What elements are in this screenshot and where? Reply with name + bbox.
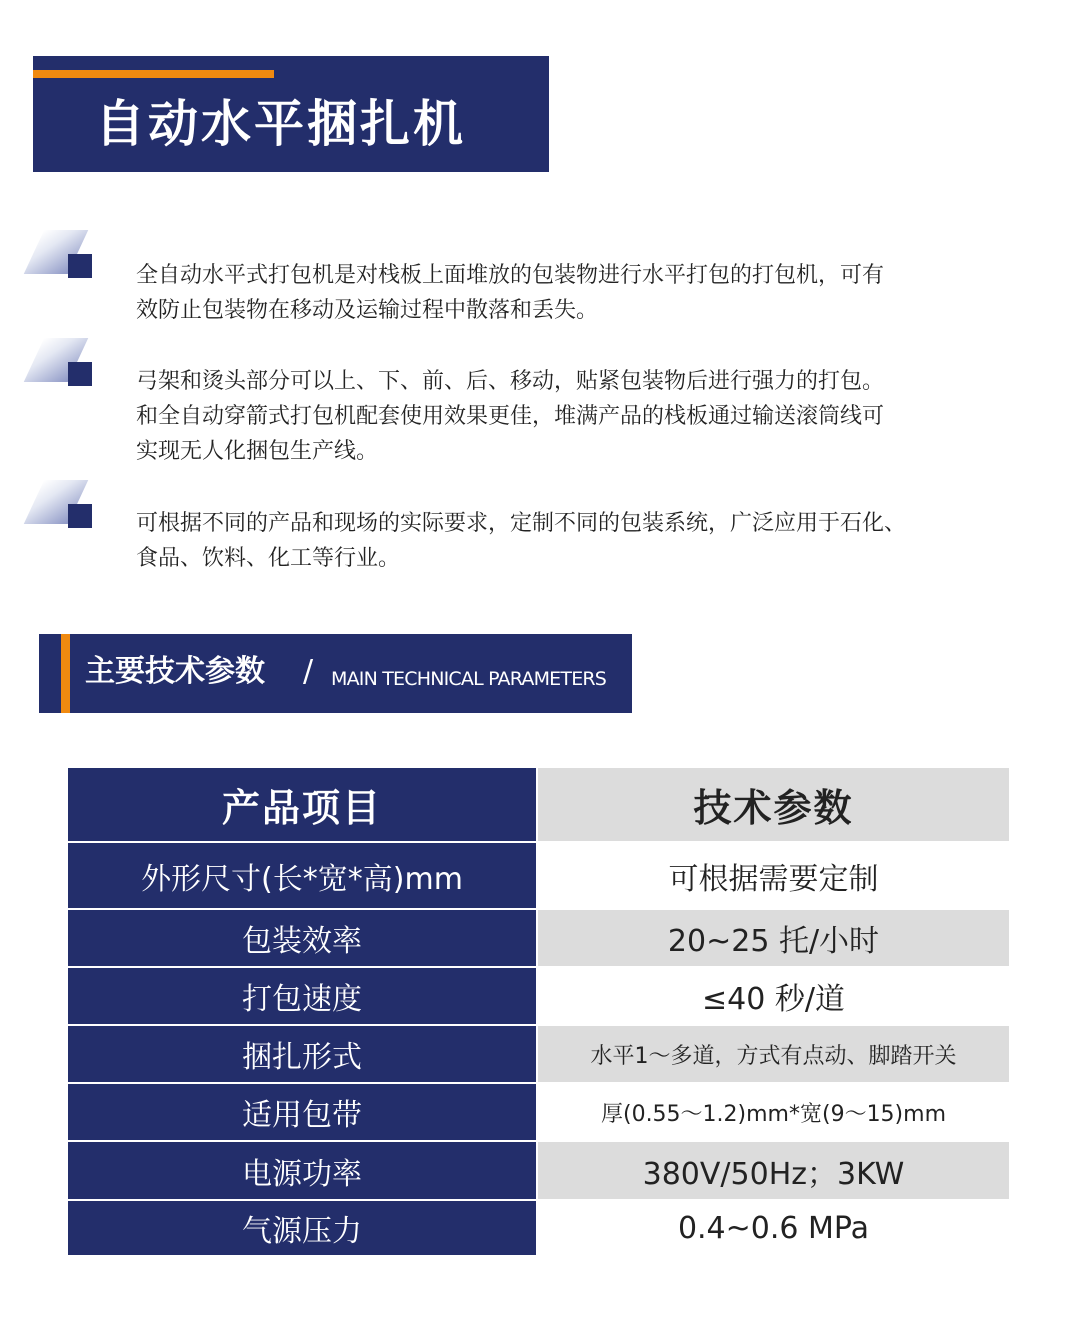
- feature-line: 弓架和烫头部分可以上、下、前、后、移动，贴紧包装物后进行强力的打包。: [136, 369, 885, 394]
- table-row: [68, 1142, 1009, 1199]
- title-banner: [33, 56, 549, 172]
- table-header-right: 技术参数: [538, 768, 1009, 841]
- row-label: 电源功率: [68, 1142, 536, 1199]
- row-value: 可根据需要定制: [538, 843, 1009, 908]
- feature-paragraph-3: [136, 506, 1021, 576]
- row-value: 380V/50Hz；3KW: [538, 1142, 1009, 1199]
- feature-line: 全自动水平式打包机是对栈板上面堆放的包装物进行水平打包的打包机，可有: [136, 263, 885, 288]
- bullet-icon: [30, 336, 92, 396]
- row-label: 外形尺寸(长*宽*高)mm: [68, 843, 536, 908]
- table-row: [68, 968, 1009, 1024]
- section-accent-bar: [61, 634, 70, 713]
- table-row: [68, 1084, 1009, 1140]
- table-header-left: 产品项目: [68, 768, 536, 841]
- table-row: [68, 910, 1009, 966]
- row-label: 捆扎形式: [68, 1026, 536, 1082]
- row-value: 水平1～多道，方式有点动、脚踏开关: [538, 1026, 1009, 1082]
- section-slash: /: [303, 654, 314, 689]
- feature-line: 食品、饮料、化工等行业。: [136, 546, 401, 571]
- row-value: 0.4~0.6 MPa: [538, 1201, 1009, 1255]
- feature-line: 实现无人化捆包生产线。: [136, 439, 379, 464]
- row-label: 包装效率: [68, 910, 536, 966]
- feature-line: 可根据不同的产品和现场的实际要求，定制不同的包装系统，广泛应用于石化、: [136, 511, 907, 536]
- bullet-icon: [30, 228, 92, 288]
- table-header-row: [68, 768, 1009, 841]
- page-title: 自动水平捆扎机: [95, 95, 466, 153]
- bullet-icon: [30, 478, 92, 538]
- feature-paragraph-2: [136, 364, 1021, 469]
- table-row: [68, 1201, 1009, 1255]
- row-label: 打包速度: [68, 968, 536, 1024]
- row-label: 气源压力: [68, 1201, 536, 1255]
- title-accent-bar: [33, 70, 274, 78]
- parameter-table: [68, 768, 1009, 1255]
- row-label: 适用包带: [68, 1084, 536, 1140]
- section-title: 主要技术参数: [85, 654, 265, 689]
- row-value: 20~25 托/小时: [538, 910, 1009, 966]
- feature-line: 和全自动穿箭式打包机配套使用效果更佳，堆满产品的栈板通过输送滚筒线可: [136, 404, 885, 429]
- section-title-en: MAIN TECHNICAL PARAMETERS: [331, 668, 607, 690]
- table-row: [68, 843, 1009, 908]
- feature-line: 效防止包装物在移动及运输过程中散落和丢失。: [136, 298, 599, 323]
- section-header: [39, 634, 632, 713]
- row-value: ≤40 秒/道: [538, 968, 1009, 1024]
- feature-paragraph-1: [136, 258, 1021, 328]
- row-value: 厚(0.55～1.2)mm*宽(9～15)mm: [538, 1084, 1009, 1140]
- table-row: [68, 1026, 1009, 1082]
